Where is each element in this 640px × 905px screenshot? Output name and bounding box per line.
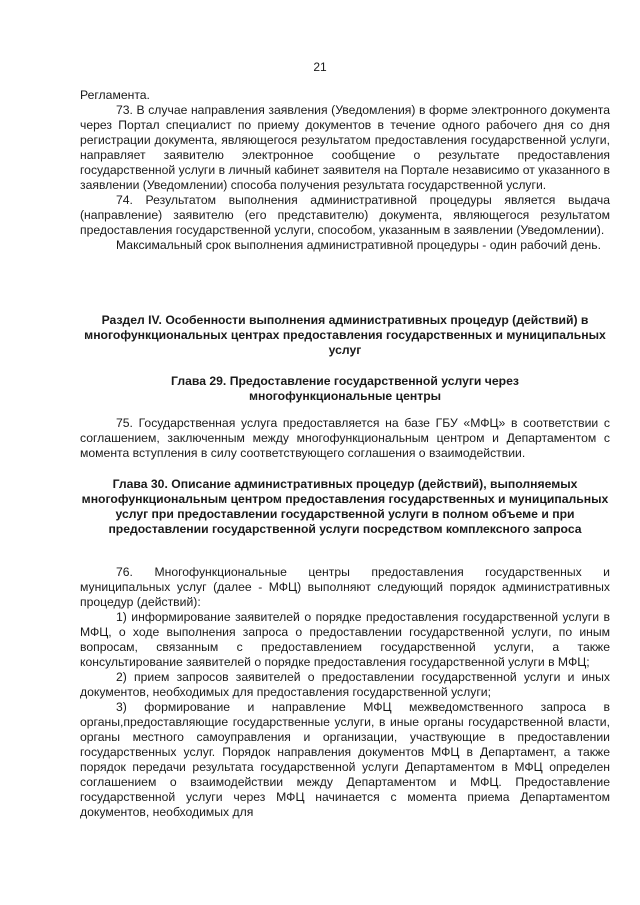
top-paragraphs xyxy=(80,88,610,253)
paragraph-74: 74. Результатом выполнения административной процедуры является выдача (направление) заявителю (его представителю) документа, являющегося результатом предоставления государственной услуги, способом, указанным в заявлении (Уведомлении). xyxy=(80,193,610,237)
section-4-heading: Раздел IV. Особенности выполнения административных процедур (действий) в многофункциональных центрах предоставления государственных и муниципальных услуг xyxy=(84,313,606,357)
chapter-30-heading-block xyxy=(80,477,610,537)
page-number: 21 xyxy=(313,60,327,74)
chapter-29-heading: Глава 29. Предоставление государственной услуги через многофункциональные центры xyxy=(171,374,519,403)
chapter-30-heading: Глава 30. Описание административных процедур (действий), выполняемых многофункциональным центром предоставления государственных и муниципальных услуг при предоставлении государственной услуги в полном объеме и при предоставлении государственной услуги посредством комплексного запроса xyxy=(81,477,609,536)
paragraph-75: 75. Государственная услуга предоставляется на базе ГБУ «МФЦ» в соответствии с соглашением, заключенным между многофункциональным центром и Департаментом с момента вступления в силу соответствующего соглашения о взаимодействии. xyxy=(80,416,610,460)
list-item-2: 2) прием запросов заявителей о предоставлении государственной услуги и иных документов, необходимых для предоставления государственной услуги; xyxy=(80,670,610,699)
paragraph-73: 73. В случае направления заявления (Уведомления) в форме электронного документа через Портал специалист по приему документов в течение одного рабочего дня со дня регистрации документа, являющегося результатом предоставления государственной услуги, направляет заявителю электронное сообщение о результате предоставления государственной услуги в личный кабинет заявителя на Портале независимо от указанного в заявлении (Уведомлении) способа получения результата государственной услуги. xyxy=(80,103,610,192)
paragraph-continuation: Регламента. xyxy=(80,88,150,102)
paragraph-max-term: Максимальный срок выполнения административной процедуры - один рабочий день. xyxy=(116,238,601,252)
list-item-1: 1) информирование заявителей о порядке предоставления государственной услуги в МФЦ, о ходе выполнения запроса о предоставлении государственной услуги, по иным вопросам, связанным с предоставлением государственной услуги, а также консультирование заявителей о порядке предоставления государственной услуги в МФЦ; xyxy=(80,610,610,669)
list-item-3: 3) формирование и направление МФЦ межведомственного запроса в органы,предоставляющие государственные услуги, в иные органы государственной власти, органы местного самоуправления и организации, участвующие в предоставлении государственных услуг. Порядок направления документов МФЦ в Департамент, а также порядок передачи результата государственной услуги Департаментом в МФЦ определен соглашением о взаимодействии между Департаментом и МФЦ. Предоставление государственной услуги через МФЦ начинается с момента приема Департаментом документов, необходимых для xyxy=(80,700,610,819)
paragraph-76-block xyxy=(80,565,610,820)
section-4-heading-block xyxy=(80,313,610,358)
chapter-29-heading-block xyxy=(150,374,540,404)
paragraph-75-block xyxy=(80,416,610,461)
paragraph-76: 76. Многофункциональные центры предоставления государственных и муниципальных услуг (далее - МФЦ) выполняют следующий порядок административных процедур (действий): xyxy=(80,565,610,609)
